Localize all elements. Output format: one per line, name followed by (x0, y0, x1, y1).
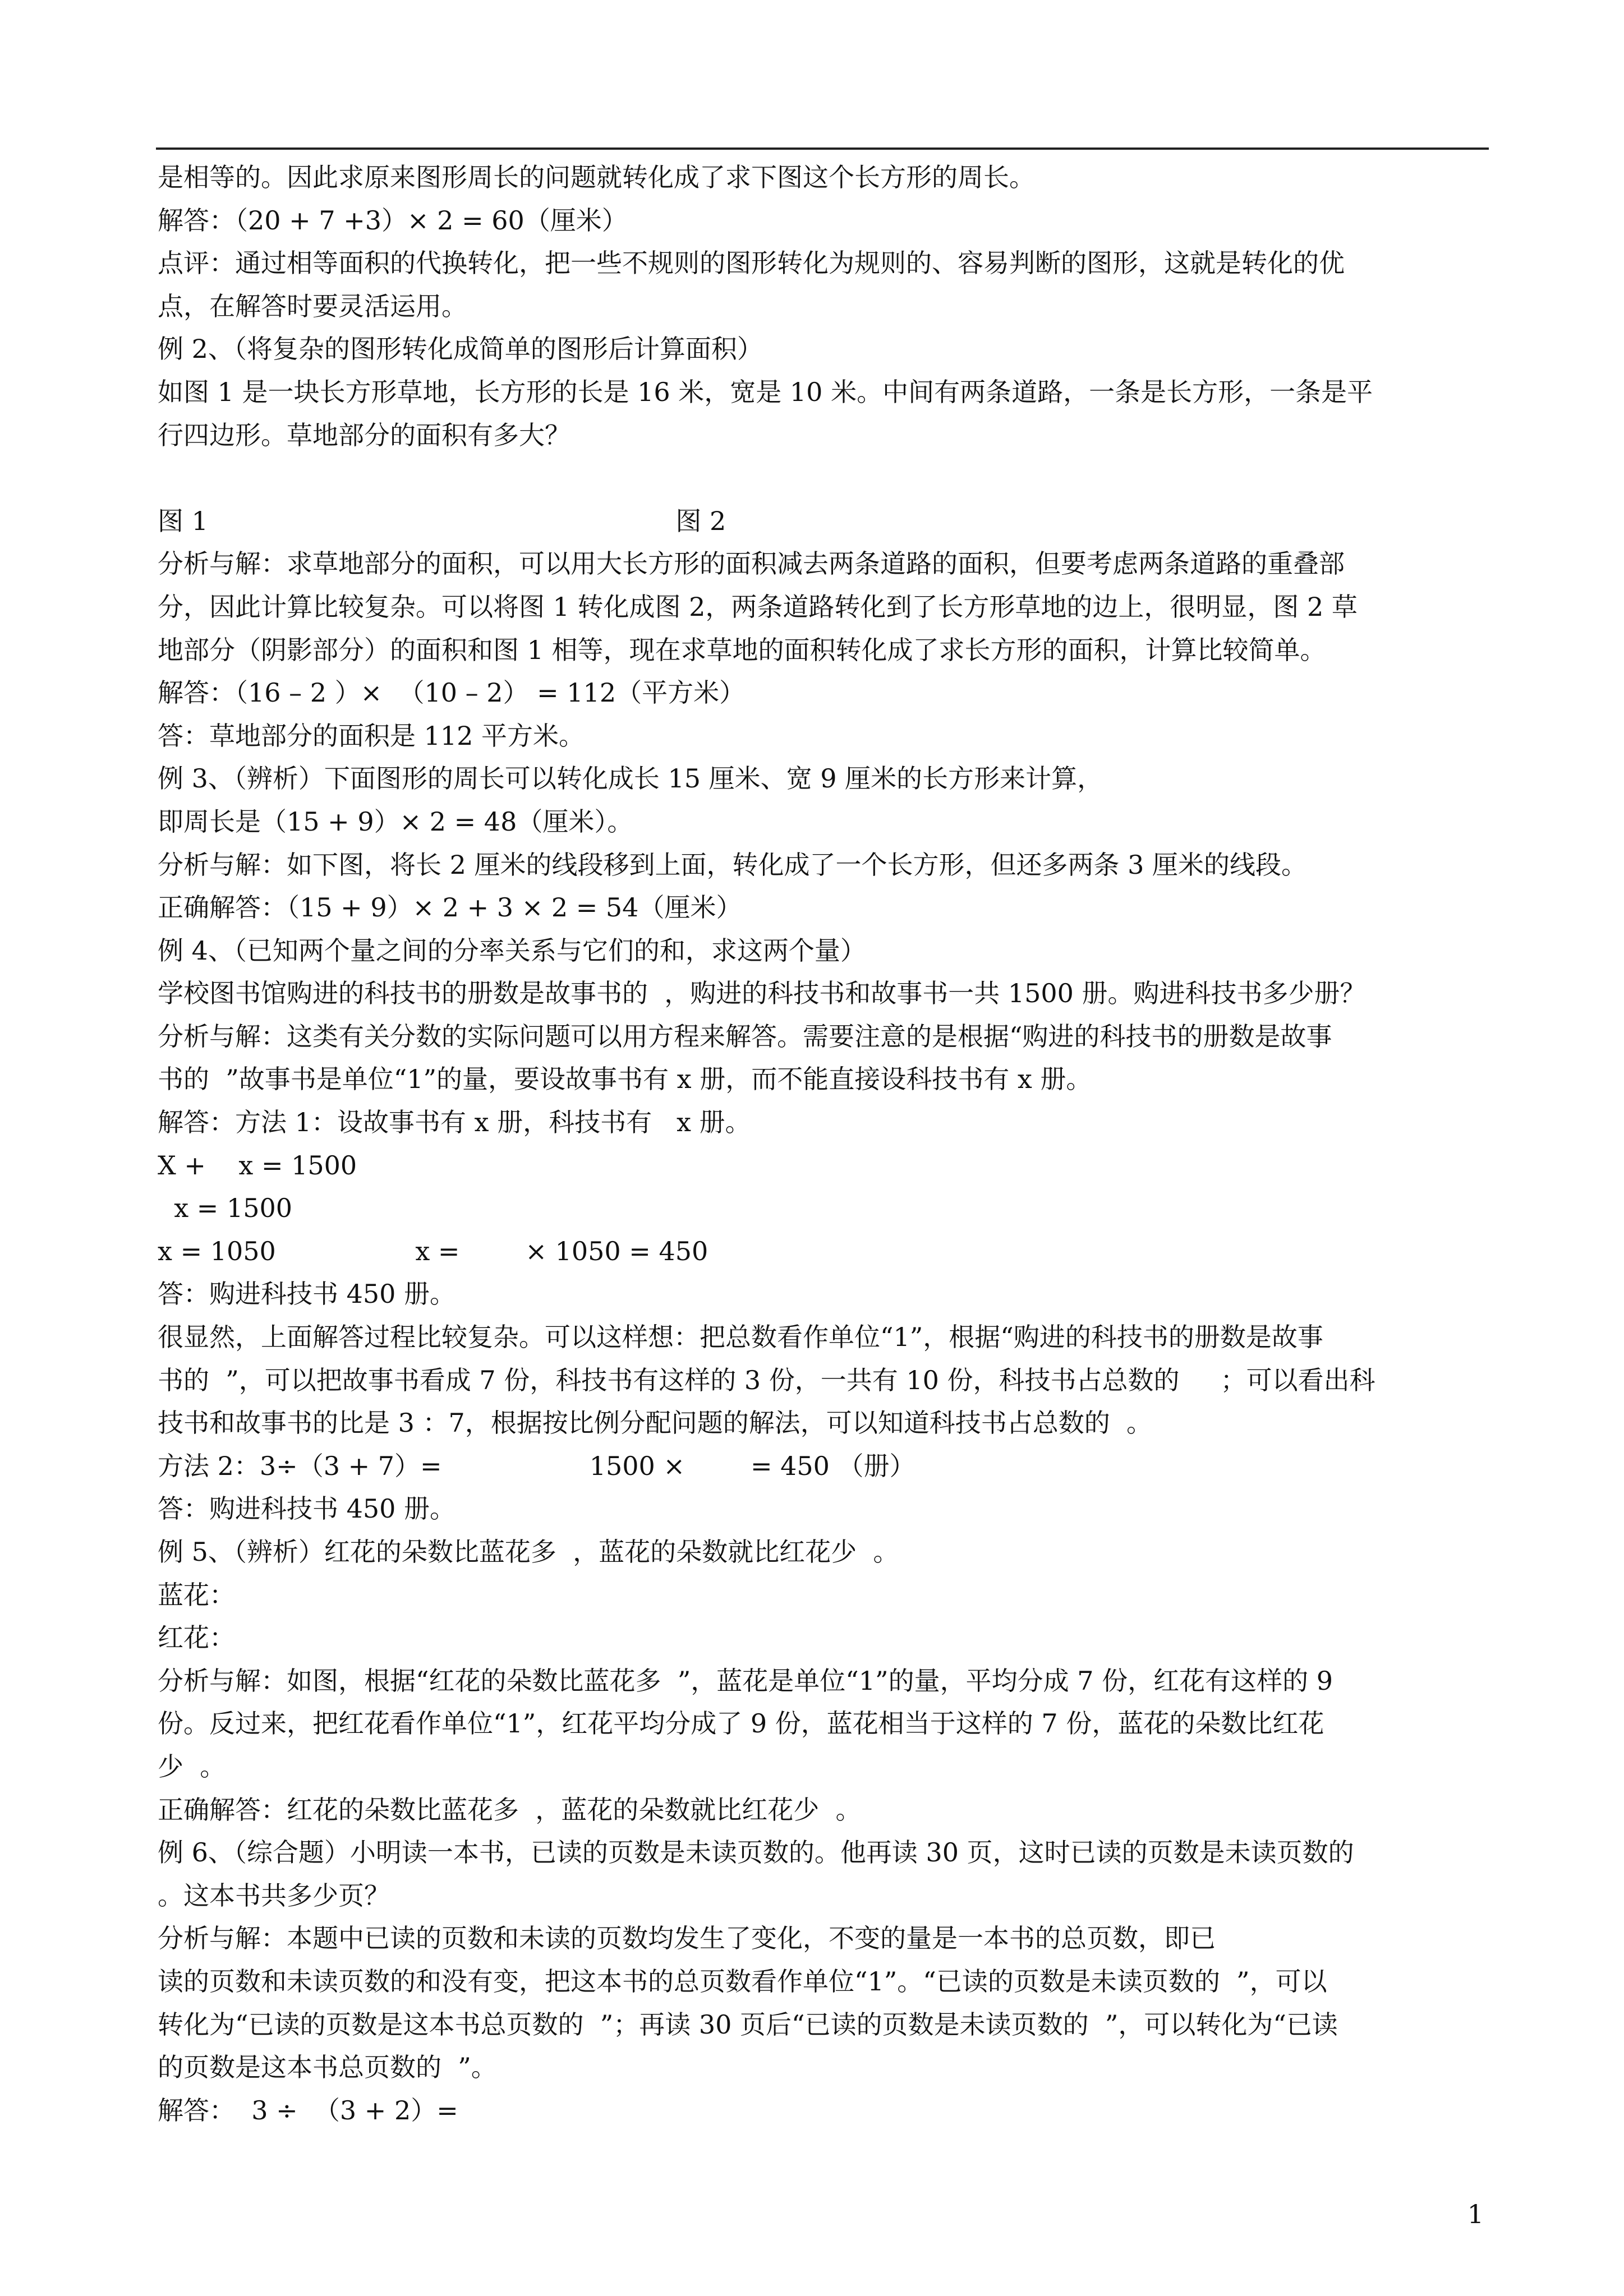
blank-line (158, 457, 1487, 500)
text-line: 答：草地部分的面积是 112 平方米。 (158, 720, 585, 751)
text-line: 学校图书馆购进的科技书的册数是故事书的 ，购进的科技书和故事书一共 1500 册。购进科技书多少册？ (158, 978, 1366, 1009)
header-rule (156, 147, 1489, 150)
text-line: 分析与解：如图，根据“红花的朵数比蓝花多 ”，蓝花是单位“1”的量，平均分成 7 份，红花有这样的 9 (158, 1665, 1333, 1696)
text-line: 解答：（16 – 2 ）× （10 – 2） = 112（平方米） (158, 677, 746, 708)
text-line: 分析与解：这类有关分数的实际问题可以用方程来解答。需要注意的是根据“购进的科技书的册数是故事 (158, 1021, 1332, 1052)
text-line: 例 6、（综合题）小明读一本书，已读的页数是未读页数的。他再读 30 页，这时已读的页数是未读页数的 (158, 1837, 1354, 1868)
text-line: 解答：（20 + 7 +3）× 2 = 60（厘米） (158, 205, 628, 236)
text-line: 很显然，上面解答过程比较复杂。可以这样想：把总数看作单位“1”，根据“购进的科技书的册数是故事 (158, 1322, 1323, 1353)
text-line: 行四边形。草地部分的面积有多大？ (158, 419, 571, 450)
text-line: 例 3、（辨析）下面图形的周长可以转化成长 15 厘米、宽 9 厘米的长方形来计算， (158, 763, 1103, 794)
equation-line: X + x = 1500 (158, 1150, 357, 1181)
text-line: 技书和故事书的比是 3 ：7，根据按比例分配问题的解法，可以知道科技书占总数的 。 (158, 1408, 1153, 1439)
text-line: 如图 1 是一块长方形草地，长方形的长是 16 米，宽是 10 米。中间有两条道路，一条是长方形，一条是平 (158, 376, 1373, 407)
text-line: 即周长是（15 + 9）× 2 = 48（厘米）。 (158, 806, 633, 837)
text-line: 份。反过来，把红花看作单位“1”，红花平均分成了 9 份，蓝花相当于这样的 7 份，蓝花的朵数比红花 (158, 1708, 1324, 1739)
text-line: 。这本书共多少页？ (158, 1880, 390, 1911)
text-line: 正确解答：（15 + 9）× 2 + 3 × 2 = 54（厘米） (158, 892, 742, 923)
text-line: 答：购进科技书 450 册。 (158, 1493, 456, 1524)
text-line: 分，因此计算比较复杂。可以将图 1 转化成图 2，两条道路转化到了长方形草地的边上，很明显，图 2 草 (158, 591, 1358, 622)
text-line: 少 。 (158, 1751, 226, 1782)
text-line: 转化为“已读的页数是这本书总页数的 ”；再读 30 页后“已读的页数是未读页数的 ”，可以转化为“已读 (158, 2009, 1338, 2040)
text-line: 蓝花： (158, 1579, 235, 1610)
equation-line: x = 1050 x = × 1050 = 450 (158, 1235, 709, 1266)
equation-line: 解答： 3 ÷ （3 + 2）= (158, 2095, 458, 2126)
text-line: 是相等的。因此求原来图形周长的问题就转化成了求下图这个长方形的周长。 (158, 162, 1035, 192)
text-line: 分析与解：求草地部分的面积，可以用大长方形的面积减去两条道路的面积，但要考虑两条道路的重叠部 (158, 548, 1345, 579)
equation-line: x = 1500 (158, 1193, 293, 1224)
equation-line: 方法 2：3÷（3 + 7）= 1500 × = 450 （册） (158, 1450, 915, 1481)
text-line: 书的 ”，可以把故事书看成 7 份，科技书有这样的 3 份，一共有 10 份，科技书占总数的 ；可以看出科 (158, 1364, 1375, 1395)
text-line: 点评：通过相等面积的代换转化，把一些不规则的图形转化为规则的、容易判断的图形，这就是转化的优 (158, 248, 1345, 279)
text-line: 解答：方法 1：设故事书有 x 册，科技书有 x 册。 (158, 1107, 751, 1138)
text-line: 书的 ”故事书是单位“1”的量，要设故事书有 x 册，而不能直接设科技书有 x 册。 (158, 1064, 1092, 1095)
text-line: 例 2、（将复杂的图形转化成简单的图形后计算面积） (158, 334, 763, 365)
text-line: 答：购进科技书 450 册。 (158, 1279, 456, 1310)
text-line: 分析与解：本题中已读的页数和未读的页数均发生了变化，不变的量是一本书的总页数，即已 (158, 1923, 1216, 1954)
document-body (158, 156, 1487, 2132)
text-line: 读的页数和未读页数的和没有变，把这本书的总页数看作单位“1”。“已读的页数是未读页数的 ”，可以 (158, 1966, 1327, 1997)
text-line: 的页数是这本书总页数的 ”。 (158, 2052, 497, 2083)
figure-labels-line: 图 1 图 2 (158, 505, 726, 536)
text-line: 地部分（阴影部分）的面积和图 1 相等，现在求草地的面积转化成了求长方形的面积，计算比较简单。 (158, 634, 1326, 665)
text-line: 分析与解：如下图，将长 2 厘米的线段移到上面，转化成了一个长方形，但还多两条 3 厘米的线段。 (158, 849, 1308, 880)
text-line: 点，在解答时要灵活运用。 (158, 291, 467, 321)
text-line: 例 5、（辨析）红花的朵数比蓝花多 ，蓝花的朵数就比红花少 。 (158, 1537, 899, 1567)
page-number: 1 (1467, 2199, 1484, 2229)
text-line: 红花： (158, 1622, 235, 1653)
text-line: 例 4、（已知两个量之间的分率关系与它们的和，求这两个量） (158, 935, 866, 966)
text-line: 正确解答：红花的朵数比蓝花多 ，蓝花的朵数就比红花少 。 (158, 1794, 862, 1825)
